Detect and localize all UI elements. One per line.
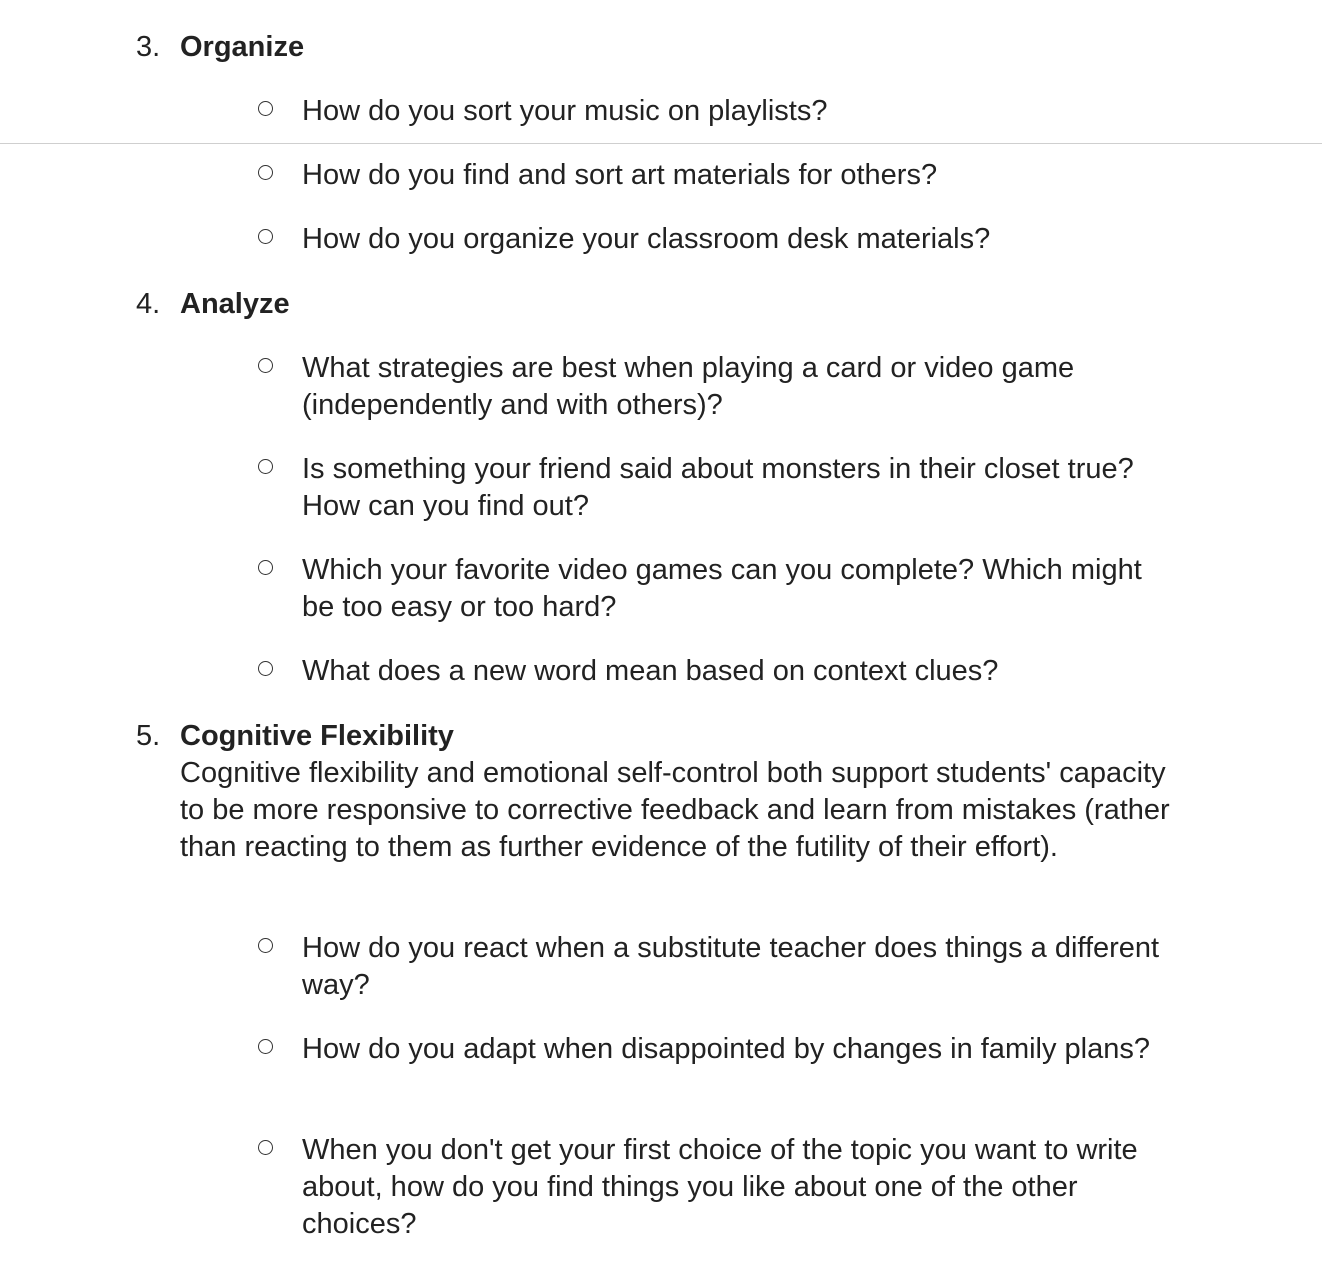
hollow-circle-bullet-icon: [258, 229, 273, 244]
list-item-text: Which your favorite video games can you complete? Which might be too easy or too hard?: [302, 554, 1142, 623]
section-number: 5.: [136, 720, 161, 752]
section-title: Cognitive Flexibility: [180, 720, 454, 752]
list-item-text: When you don't get your first choice of the topic you want to write about, how do you find things you like about one of the other choices?: [302, 1134, 1138, 1240]
section-description: Cognitive flexibility and emotional self-control both support students' capacity to be more responsive to corrective feedback and learn from mistakes (rather than reacting to them as further evidence of the futility of their effort).: [180, 757, 1170, 863]
hollow-circle-bullet-icon: [258, 459, 273, 474]
hollow-circle-bullet-icon: [258, 661, 273, 676]
list-item-text: What strategies are best when playing a card or video game (independently and with others)?: [302, 352, 1075, 421]
list-item-text: Is something your friend said about monsters in their closet true? How can you find out?: [302, 453, 1134, 522]
hollow-circle-bullet-icon: [258, 560, 273, 575]
section-heading-cognitive-flexibility: [136, 718, 454, 755]
section-heading-organize: [136, 29, 304, 66]
hollow-circle-bullet-icon: [258, 1039, 273, 1054]
hollow-circle-bullet-icon: [258, 938, 273, 953]
list-item-text: How do you adapt when disappointed by changes in family plans?: [302, 1033, 1150, 1065]
section-title: Analyze: [180, 288, 290, 320]
section-number: 4.: [136, 288, 161, 320]
hollow-circle-bullet-icon: [258, 358, 273, 373]
list-item-text: How do you sort your music on playlists?: [302, 95, 828, 127]
hollow-circle-bullet-icon: [258, 165, 273, 180]
hollow-circle-bullet-icon: [258, 1140, 273, 1155]
page-divider: [0, 143, 1322, 144]
list-item-text: How do you find and sort art materials for others?: [302, 159, 938, 191]
list-item-text: What does a new word mean based on context clues?: [302, 655, 999, 687]
list-item-text: How do you organize your classroom desk materials?: [302, 223, 991, 255]
hollow-circle-bullet-icon: [258, 101, 273, 116]
section-title: Organize: [180, 31, 305, 63]
list-item-text: How do you react when a substitute teacher does things a different way?: [302, 932, 1160, 1001]
section-number: 3.: [136, 31, 161, 63]
section-heading-analyze: [136, 286, 290, 323]
